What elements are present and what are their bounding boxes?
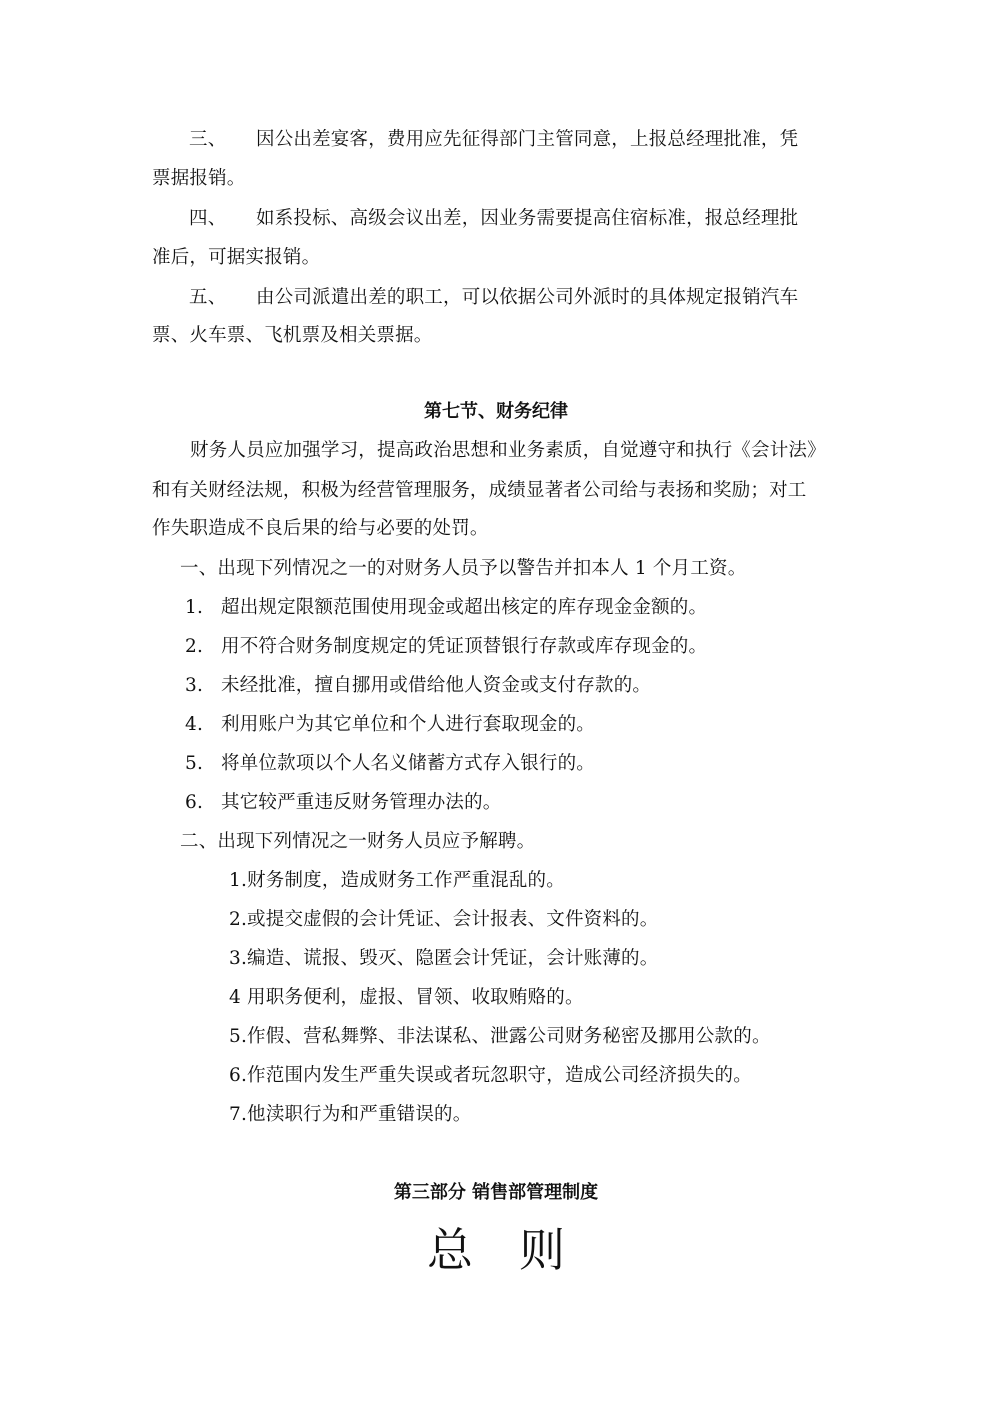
list-item [185, 595, 707, 621]
list-item-number: 4. [185, 714, 204, 735]
list-item-text: 其它较严重违反财务管理办法的。 [221, 792, 502, 813]
list-item: 7.他渎职行为和严重错误的。 [229, 1104, 472, 1125]
item-number: 五、 [189, 287, 227, 308]
list-item-number: 1. [185, 597, 204, 618]
item-continuation: 票据报销。 [152, 168, 246, 189]
list-item [185, 673, 651, 699]
item-text: 由公司派遣出差的职工，可以依据公司外派时的具体规定报销汽车 [256, 287, 799, 308]
list-item [185, 790, 502, 816]
list-item: 5.作假、营私舞弊、非法谋私、泄露公司财务秘密及挪用公款的。 [229, 1026, 771, 1047]
item-continuation: 票、火车票、飞机票及相关票据。 [152, 325, 433, 346]
list-item [185, 751, 595, 777]
list-item-text: 未经批准，擅自挪用或借给他人资金或支付存款的。 [221, 675, 652, 696]
list-item [185, 712, 595, 738]
item-continuation: 准后，可据实报销。 [152, 247, 321, 268]
subsection-title: 二、出现下列情况之一财务人员应予解聘。 [180, 831, 536, 852]
paragraph-line: 和有关财经法规，积极为经营管理服务，成绩显著者公司给与表扬和奖励；对工 [152, 480, 807, 501]
section-heading: 第七节、财务纪律 [424, 401, 568, 422]
list-item-number: 5. [185, 753, 204, 774]
subsection-title: 一、出现下列情况之一的对财务人员予以警告并扣本人 1 个月工资。 [180, 558, 747, 579]
item-text: 如系投标、高级会议出差，因业务需要提高住宿标准，报总经理批 [256, 208, 799, 229]
list-item-text: 超出规定限额范围使用现金或超出核定的库存现金金额的。 [221, 597, 708, 618]
item-line [189, 206, 798, 232]
item-number: 四、 [189, 208, 227, 229]
list-item: 1.财务制度，造成财务工作严重混乱的。 [229, 870, 565, 891]
list-item-number: 3. [185, 675, 204, 696]
list-item: 2.或提交虚假的会计凭证、会计报表、文件资料的。 [229, 909, 659, 930]
part-heading: 第三部分 销售部管理制度 [393, 1182, 599, 1203]
list-item-number: 2. [185, 636, 204, 657]
list-item-text: 利用账户为其它单位和个人进行套取现金的。 [221, 714, 596, 735]
item-line [189, 285, 798, 311]
item-line [189, 127, 798, 153]
list-item-text: 用不符合财务制度规定的凭证顶替银行存款或库存现金的。 [221, 636, 708, 657]
list-item-text: 将单位款项以个人名义储蓄方式存入银行的。 [221, 753, 596, 774]
item-number: 三、 [189, 129, 227, 150]
chapter-title: 总则 [427, 1223, 611, 1277]
list-item [185, 634, 707, 660]
list-item: 6.作范围内发生严重失误或者玩忽职守，造成公司经济损失的。 [229, 1065, 752, 1086]
item-text: 因公出差宴客，费用应先征得部门主管同意，上报总经理批准，凭 [256, 129, 799, 150]
paragraph-line: 作失职造成不良后果的给与必要的处罚。 [152, 518, 489, 539]
list-item: 3.编造、谎报、毁灭、隐匿会计凭证，会计账薄的。 [229, 948, 659, 969]
list-item-number: 6. [185, 792, 204, 813]
paragraph-line: 财务人员应加强学习，提高政治思想和业务素质，自觉遵守和执行《会计法》 [190, 440, 826, 461]
list-item: 4 用职务便利，虚报、冒领、收取贿赂的。 [229, 987, 584, 1008]
